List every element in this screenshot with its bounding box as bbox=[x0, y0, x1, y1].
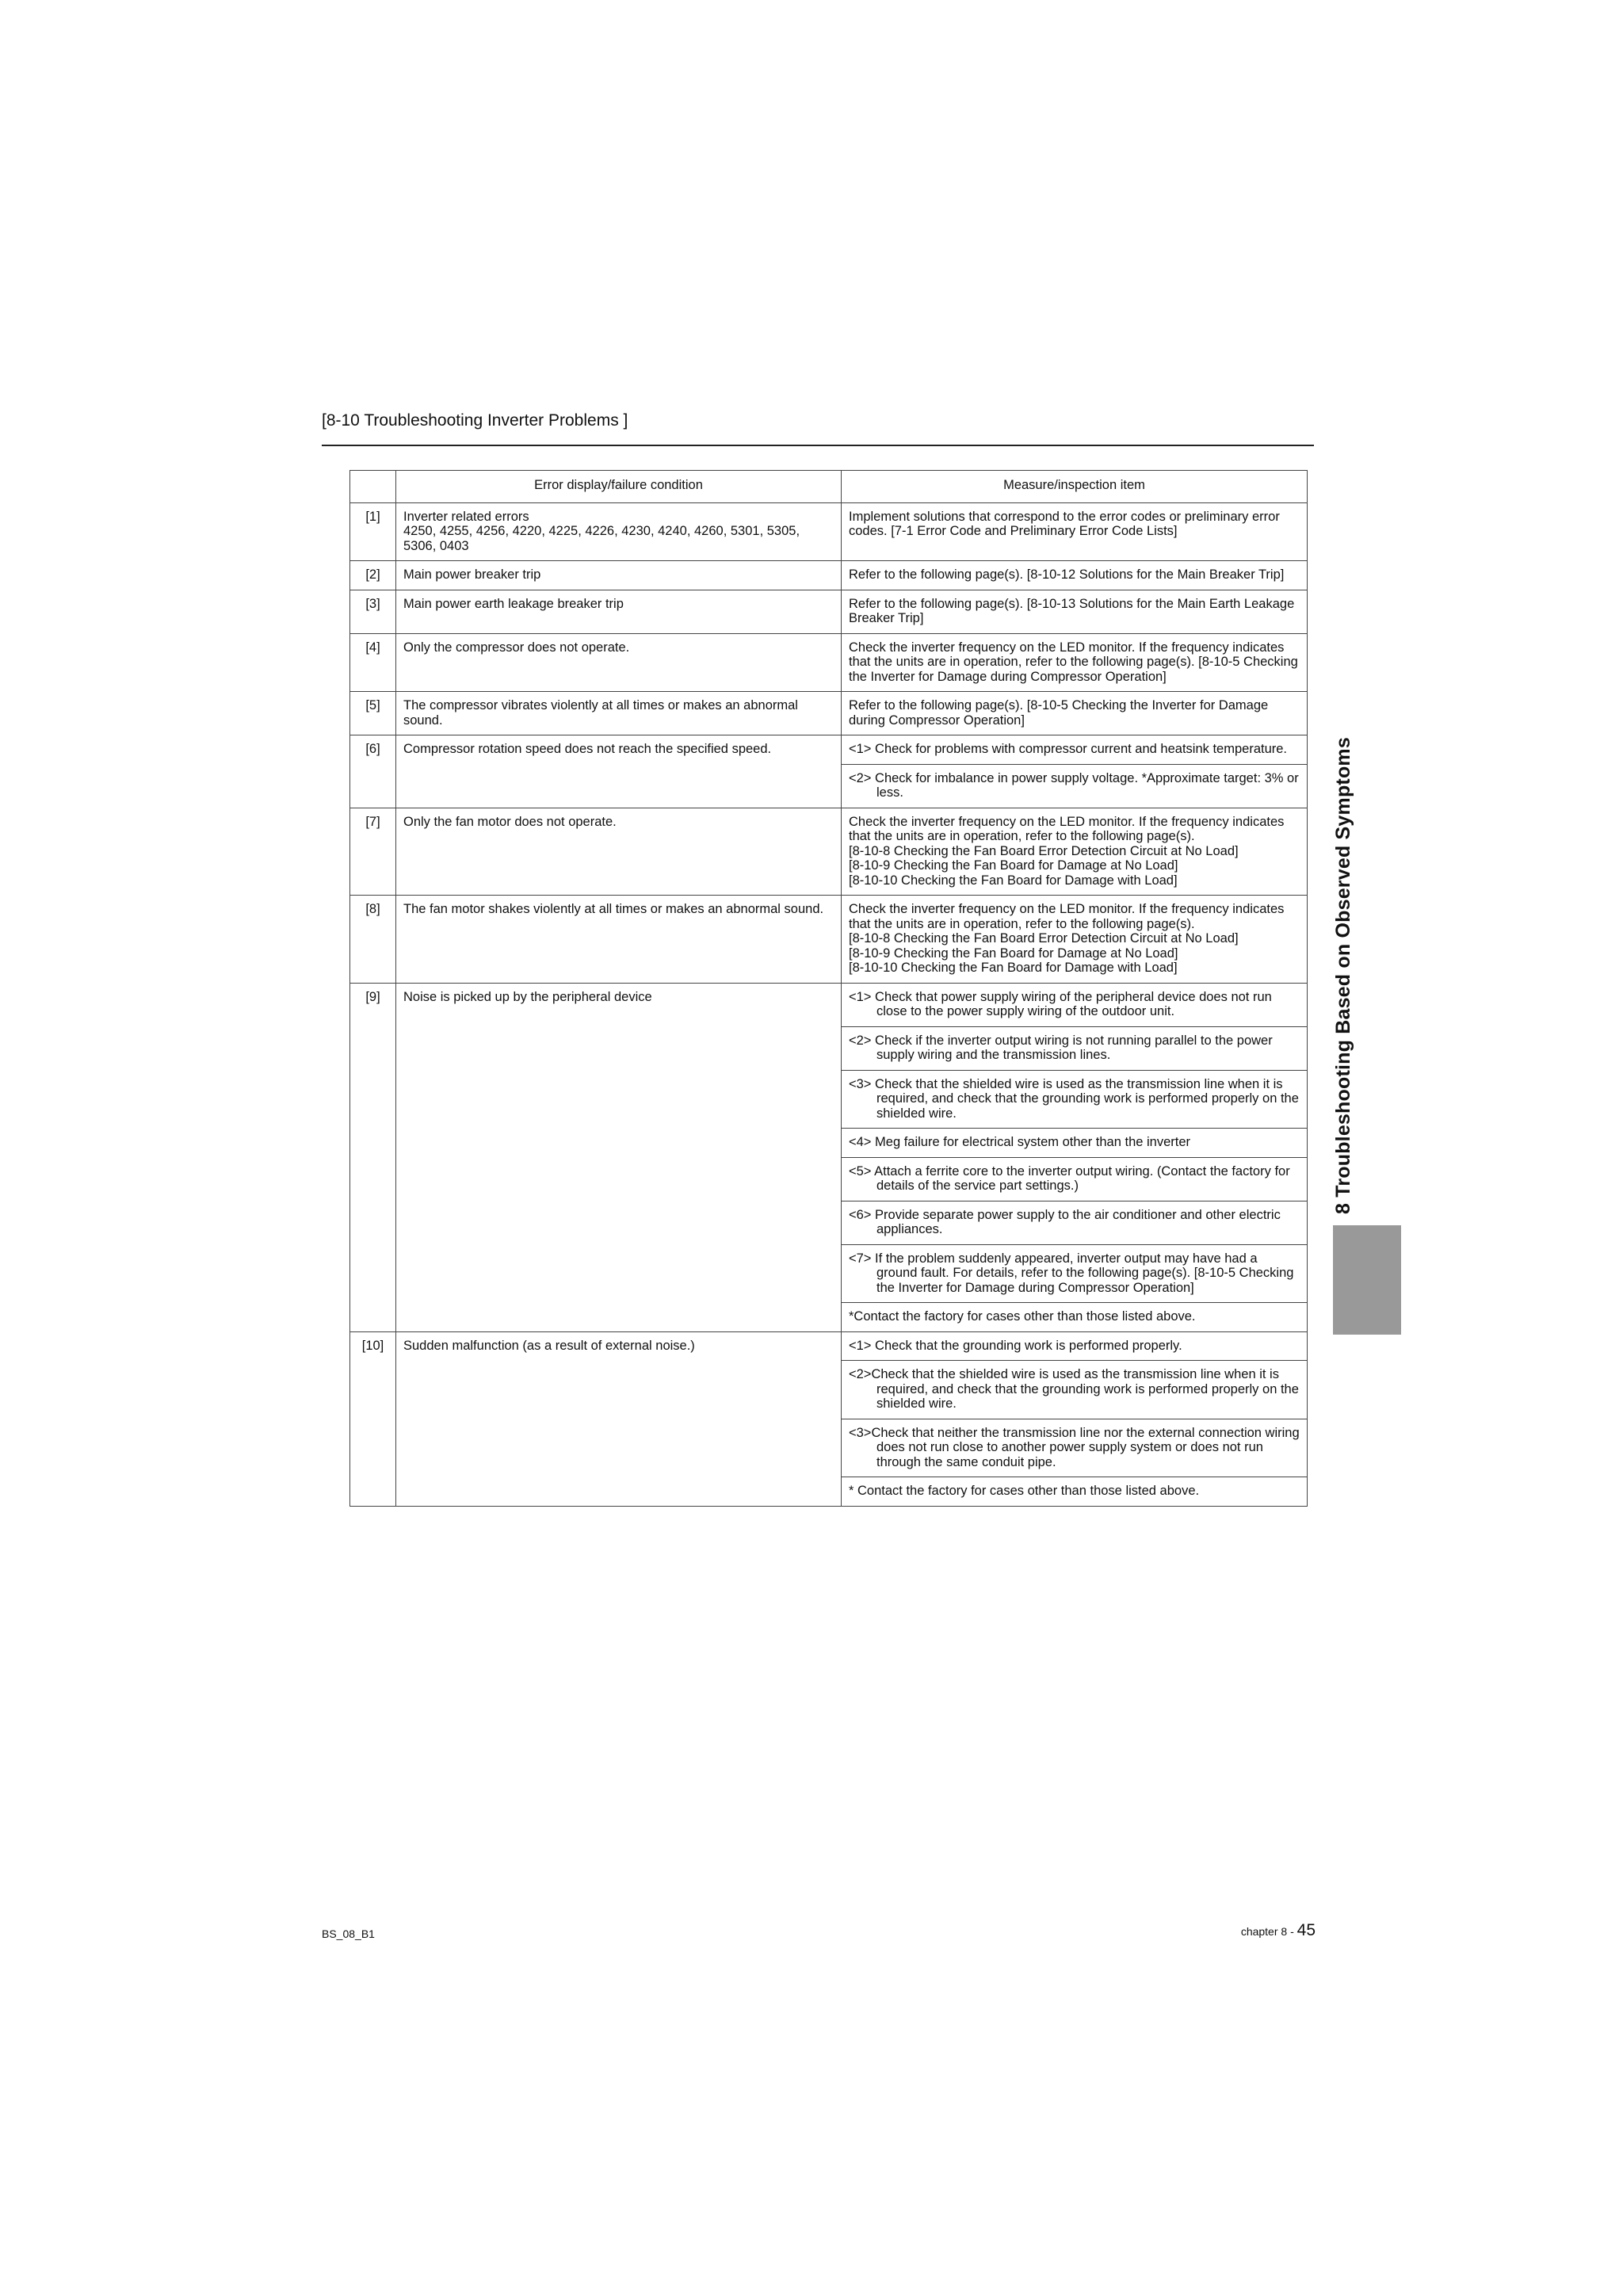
measure-cell bbox=[842, 1070, 1308, 1129]
row-number: [3] bbox=[350, 590, 396, 633]
measure-text: <2> Check if the inverter output wiring is not running parallel to the power supply wiring and the transmission lines. bbox=[849, 1033, 1277, 1062]
row-number: [5] bbox=[350, 692, 396, 735]
measure-text: Refer to the following page(s). [8-10-13 Solutions for the Main Earth Leakage Breaker Trip] bbox=[849, 596, 1298, 625]
measure-text: Implement solutions that correspond to the error codes or preliminary error codes. [7-1 Error Code and Preliminary Error Code Lists] bbox=[849, 509, 1284, 538]
chapter-side-title: 8 Troubleshooting Based on Observed Symptoms bbox=[1332, 737, 1354, 1214]
measure-text: <3>Check that neither the transmission line nor the external connection wiring does not run close to another power supply system or does not run through the same conduit pipe. bbox=[849, 1425, 1304, 1469]
measure-cell bbox=[842, 1419, 1308, 1477]
measure-cell bbox=[842, 590, 1308, 633]
failure-condition: The compressor vibrates violently at all times or makes an abnormal sound. bbox=[396, 692, 842, 735]
row-number: [10] bbox=[350, 1331, 396, 1506]
page-number bbox=[1241, 1921, 1316, 1940]
failure-condition: Only the fan motor does not operate. bbox=[396, 808, 842, 896]
measure-text: <2> Check for imbalance in power supply voltage. *Approximate target: 3% or less. bbox=[849, 770, 1303, 800]
measure-text: <7> If the problem suddenly appeared, inverter output may have had a ground fault. For details, refer to the following page(s). [8-10-5 Checking the Inverter for Damage during Compressor Operation] bbox=[849, 1251, 1298, 1295]
measure-cell bbox=[842, 502, 1308, 561]
measure-text: <5> Attach a ferrite core to the inverter output wiring. (Contact the factory for details of the service part settings.) bbox=[849, 1163, 1294, 1193]
measure-cell bbox=[842, 633, 1308, 692]
measure-text: <1> Check for problems with compressor current and heatsink temperature. bbox=[849, 742, 1288, 756]
table-header-row bbox=[350, 471, 1308, 503]
measure-cell bbox=[842, 1026, 1308, 1070]
measure-text: <4> Meg failure for electrical system other than the inverter bbox=[849, 1135, 1191, 1149]
table-row bbox=[350, 896, 1308, 984]
measure-cell bbox=[842, 896, 1308, 984]
document-code: BS_08_B1 bbox=[322, 1927, 375, 1940]
failure-condition: Noise is picked up by the peripheral device bbox=[396, 983, 842, 1331]
measure-cell bbox=[842, 1477, 1308, 1507]
chapter-tab bbox=[1333, 1225, 1401, 1335]
measure-cell bbox=[842, 1129, 1308, 1158]
table-body bbox=[350, 502, 1308, 1506]
row-number: [7] bbox=[350, 808, 396, 896]
failure-condition: Main power earth leakage breaker trip bbox=[396, 590, 842, 633]
measure-text: <1> Check that the grounding work is performed properly. bbox=[849, 1338, 1182, 1353]
measure-text: Refer to the following page(s). [8-10-5 Checking the Inverter for Damage during Compressor Operation] bbox=[849, 698, 1272, 728]
chapter-label: chapter 8 - bbox=[1240, 1925, 1297, 1938]
measure-cell bbox=[842, 1303, 1308, 1332]
measure-text: Refer to the following page(s). [8-10-12 Solutions for the Main Breaker Trip] bbox=[849, 567, 1285, 582]
header-condition: Error display/failure condition bbox=[396, 471, 842, 503]
row-number: [6] bbox=[350, 735, 396, 808]
row-number: [1] bbox=[350, 502, 396, 561]
table-row bbox=[350, 633, 1308, 692]
row-number: [9] bbox=[350, 983, 396, 1331]
measure-text: <2>Check that the shielded wire is used as the transmission line when it is required, and check that the grounding work is performed properly on the shielded wire. bbox=[849, 1367, 1303, 1411]
table-row bbox=[350, 983, 1308, 1026]
header-measure: Measure/inspection item bbox=[842, 471, 1308, 503]
measure-text: Check the inverter frequency on the LED monitor. If the frequency indicates that the units are in operation, refer to the following page(s). [8-10-5 Checking the Inverter for Damage during Compressor Operation] bbox=[849, 640, 1302, 684]
failure-condition: Only the compressor does not operate. bbox=[396, 633, 842, 692]
failure-condition: Sudden malfunction (as a result of external noise.) bbox=[396, 1331, 842, 1506]
header-number bbox=[350, 471, 396, 503]
table-row bbox=[350, 735, 1308, 765]
table-row bbox=[350, 561, 1308, 590]
page-number-value: 45 bbox=[1296, 1921, 1316, 1939]
measure-text: <3> Check that the shielded wire is used as the transmission line when it is required, and check that the grounding work is performed properly on the shielded wire. bbox=[849, 1076, 1303, 1121]
table-row bbox=[350, 808, 1308, 896]
measure-cell bbox=[842, 1244, 1308, 1303]
measure-text: * Contact the factory for cases other than those listed above. bbox=[849, 1484, 1200, 1498]
row-number: [2] bbox=[350, 561, 396, 590]
title-divider bbox=[322, 445, 1314, 446]
measure-cell bbox=[842, 764, 1308, 808]
table-row bbox=[350, 502, 1308, 561]
row-number: [4] bbox=[350, 633, 396, 692]
row-number: [8] bbox=[350, 896, 396, 984]
measure-cell bbox=[842, 1201, 1308, 1244]
table-row bbox=[350, 1331, 1308, 1361]
table-row bbox=[350, 692, 1308, 735]
failure-condition: Main power breaker trip bbox=[396, 561, 842, 590]
measure-cell bbox=[842, 1361, 1308, 1419]
section-title: [8-10 Troubleshooting Inverter Problems ] bbox=[322, 411, 628, 430]
measure-cell bbox=[842, 1157, 1308, 1201]
measure-text: Check the inverter frequency on the LED monitor. If the frequency indicates that the units are in operation, refer to the following page(s). [8-10-8 Checking the Fan Board Error Detection Circuit at No Load] [8-10-9 Checking the Fan Board for Damage at No Load] [8-10-10 Checking the Fan Board for Damage with Load] bbox=[849, 814, 1285, 888]
measure-cell bbox=[842, 561, 1308, 590]
measure-cell bbox=[842, 1331, 1308, 1361]
measure-cell bbox=[842, 692, 1308, 735]
measure-text: <1> Check that power supply wiring of the peripheral device does not run close to the power supply wiring of the outdoor unit. bbox=[849, 989, 1276, 1018]
measure-cell bbox=[842, 735, 1308, 765]
troubleshooting-table bbox=[349, 470, 1308, 1507]
measure-text: *Contact the factory for cases other than those listed above. bbox=[849, 1309, 1196, 1324]
failure-condition: Compressor rotation speed does not reach the specified speed. bbox=[396, 735, 842, 808]
measure-cell bbox=[842, 983, 1308, 1026]
measure-cell bbox=[842, 808, 1308, 896]
failure-condition: Inverter related errors 4250, 4255, 4256, 4220, 4225, 4226, 4230, 4240, 4260, 5301, 5305, 5306, 0403 bbox=[396, 502, 842, 561]
table-row bbox=[350, 590, 1308, 633]
measure-text: Check the inverter frequency on the LED monitor. If the frequency indicates that the units are in operation, refer to the following page(s). [8-10-8 Checking the Fan Board Error Detection Circuit at No Load] [8-10-9 Checking the Fan Board for Damage at No Load] [8-10-10 Checking the Fan Board for Damage with Load] bbox=[849, 902, 1285, 975]
failure-condition: The fan motor shakes violently at all times or makes an abnormal sound. bbox=[396, 896, 842, 984]
measure-text: <6> Provide separate power supply to the air conditioner and other electric appliances. bbox=[849, 1207, 1285, 1236]
